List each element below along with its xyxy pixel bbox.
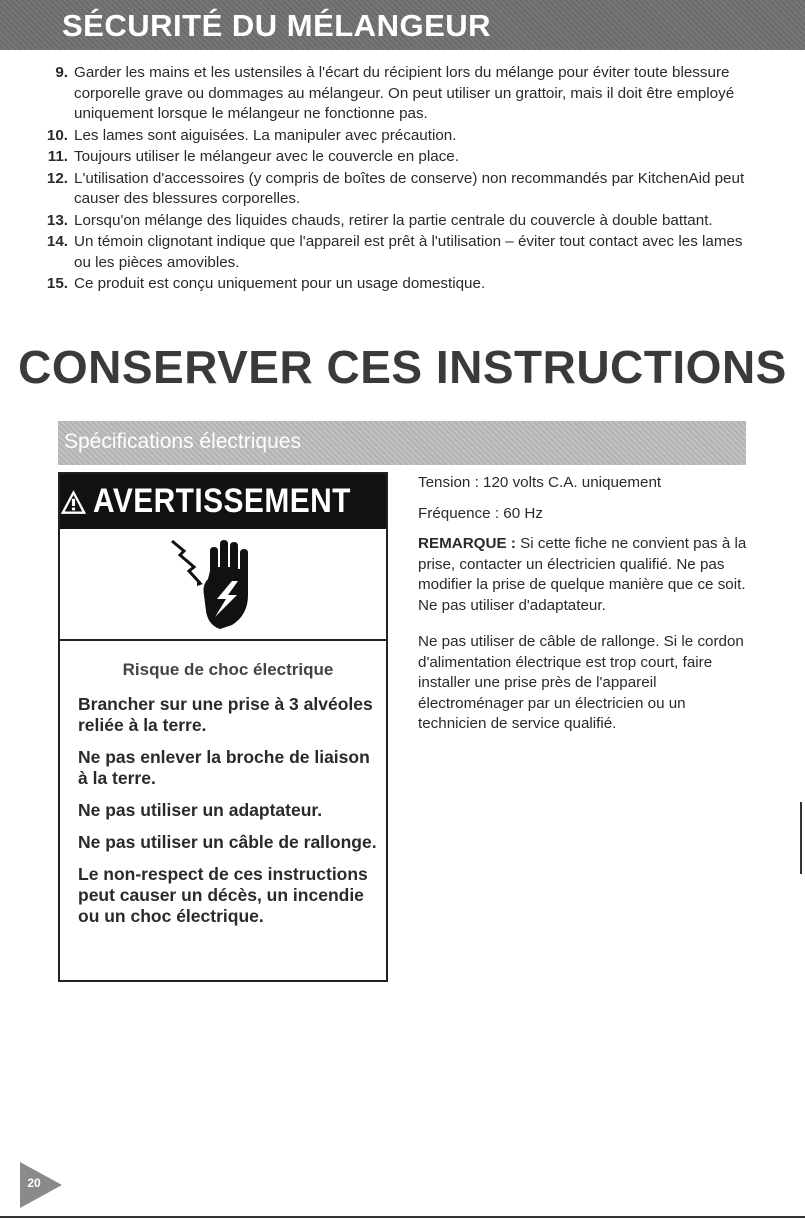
- electrical-specs-text: [418, 473, 758, 745]
- warning-triangle-icon: [60, 486, 87, 518]
- note-text: Si cette fiche ne convient pas à la prise, contacter un électricien qualifié. Ne pas modifier la prise de quelque manière que ce soit. Ne pas utiliser d'adaptateur.: [418, 535, 747, 614]
- page-marker: [20, 1162, 64, 1208]
- list-item-number: 11.: [47, 148, 68, 165]
- voltage-spec: Tension : 120 volts C.A. uniquement: [418, 474, 662, 491]
- list-item-number: 9.: [55, 64, 68, 81]
- list-item: [38, 211, 758, 232]
- page-number: 20: [27, 1176, 41, 1190]
- hazard-symbol-area: [60, 529, 386, 641]
- list-item-number: 10.: [46, 126, 68, 144]
- list-item-text: Lorsqu'on mélange des liquides chauds, retirer la partie centrale du couvercle à double battant.: [74, 211, 713, 229]
- list-item: [38, 274, 758, 295]
- list-item-text: L'utilisation d'accessoires (y compris de boîtes de conserve) non recommandés par KitchenAid peut causer des blessures corporelles.: [74, 169, 745, 207]
- list-item-text: Ce produit est conçu uniquement pour un usage domestique.: [74, 275, 486, 292]
- list-item-number: 12.: [46, 169, 68, 187]
- warning-line: Ne pas enlever la broche de liaison à la terre.: [78, 747, 370, 788]
- section-header-banner: [0, 0, 805, 50]
- list-item: [38, 126, 758, 147]
- electric-shock-hand-icon: [170, 537, 270, 632]
- page-edge-mark: [800, 802, 802, 874]
- warning-body: [78, 660, 378, 938]
- warning-line: Le non-respect de ces instructions peut causer un décès, un incendie ou un choc électrique.: [78, 864, 368, 926]
- list-item: [38, 147, 758, 168]
- list-item: [38, 232, 758, 273]
- list-item-number: 14.: [46, 233, 68, 250]
- electrical-specs-band: [58, 421, 746, 465]
- list-item-text: Toujours utiliser le mélangeur avec le couvercle en place.: [74, 148, 459, 165]
- note-paragraph: [418, 534, 758, 616]
- list-item-number: 15.: [46, 275, 68, 292]
- warning-line: Brancher sur une prise à 3 alvéoles reliée à la terre.: [78, 694, 373, 735]
- warning-line: Ne pas utiliser un adaptateur.: [78, 800, 323, 820]
- frequency-spec: Fréquence : 60 Hz: [418, 504, 543, 522]
- safety-list: [38, 63, 758, 296]
- warning-header: [60, 474, 386, 529]
- list-item: [38, 169, 758, 210]
- keep-instructions-heading: CONSERVER CES INSTRUCTIONS: [18, 341, 787, 393]
- list-item-text: Les lames sont aiguisées. La manipuler avec précaution.: [74, 126, 457, 144]
- electrical-specs-title: Spécifications électriques: [64, 430, 301, 453]
- list-item-text: Un témoin clignotant indique que l'appareil est prêt à l'utilisation – éviter tout contact avec les lames ou les pièces amovibles.: [74, 233, 743, 271]
- risk-title: Risque de choc électrique: [122, 660, 334, 679]
- list-item-number: 13.: [46, 211, 68, 229]
- section-header-title: SÉCURITÉ DU MÉLANGEUR: [62, 8, 492, 43]
- warning-header-text: AVERTISSEMENT: [92, 482, 351, 520]
- bottom-rule: [0, 1216, 805, 1218]
- warning-line: Ne pas utiliser un câble de rallonge.: [78, 832, 377, 852]
- note-label: REMARQUE :: [418, 535, 516, 552]
- extension-cord-paragraph: Ne pas utiliser de câble de rallonge. Si le cordon d'alimentation électrique est trop court, faire installer une prise près de l'appareil électroménager par un électricien ou un technicien de service qualifié.: [418, 633, 744, 732]
- warning-box: [58, 472, 388, 982]
- list-item-text: Garder les mains et les ustensiles à l'écart du récipient lors du mélange pour éviter toute blessure corporelle grave ou dommages au mélangeur. On peut utiliser un grattoir, mais il doit être employé uniquement lorsque le mélangeur ne fonctionne pas.: [74, 64, 735, 122]
- list-item: [38, 63, 758, 125]
